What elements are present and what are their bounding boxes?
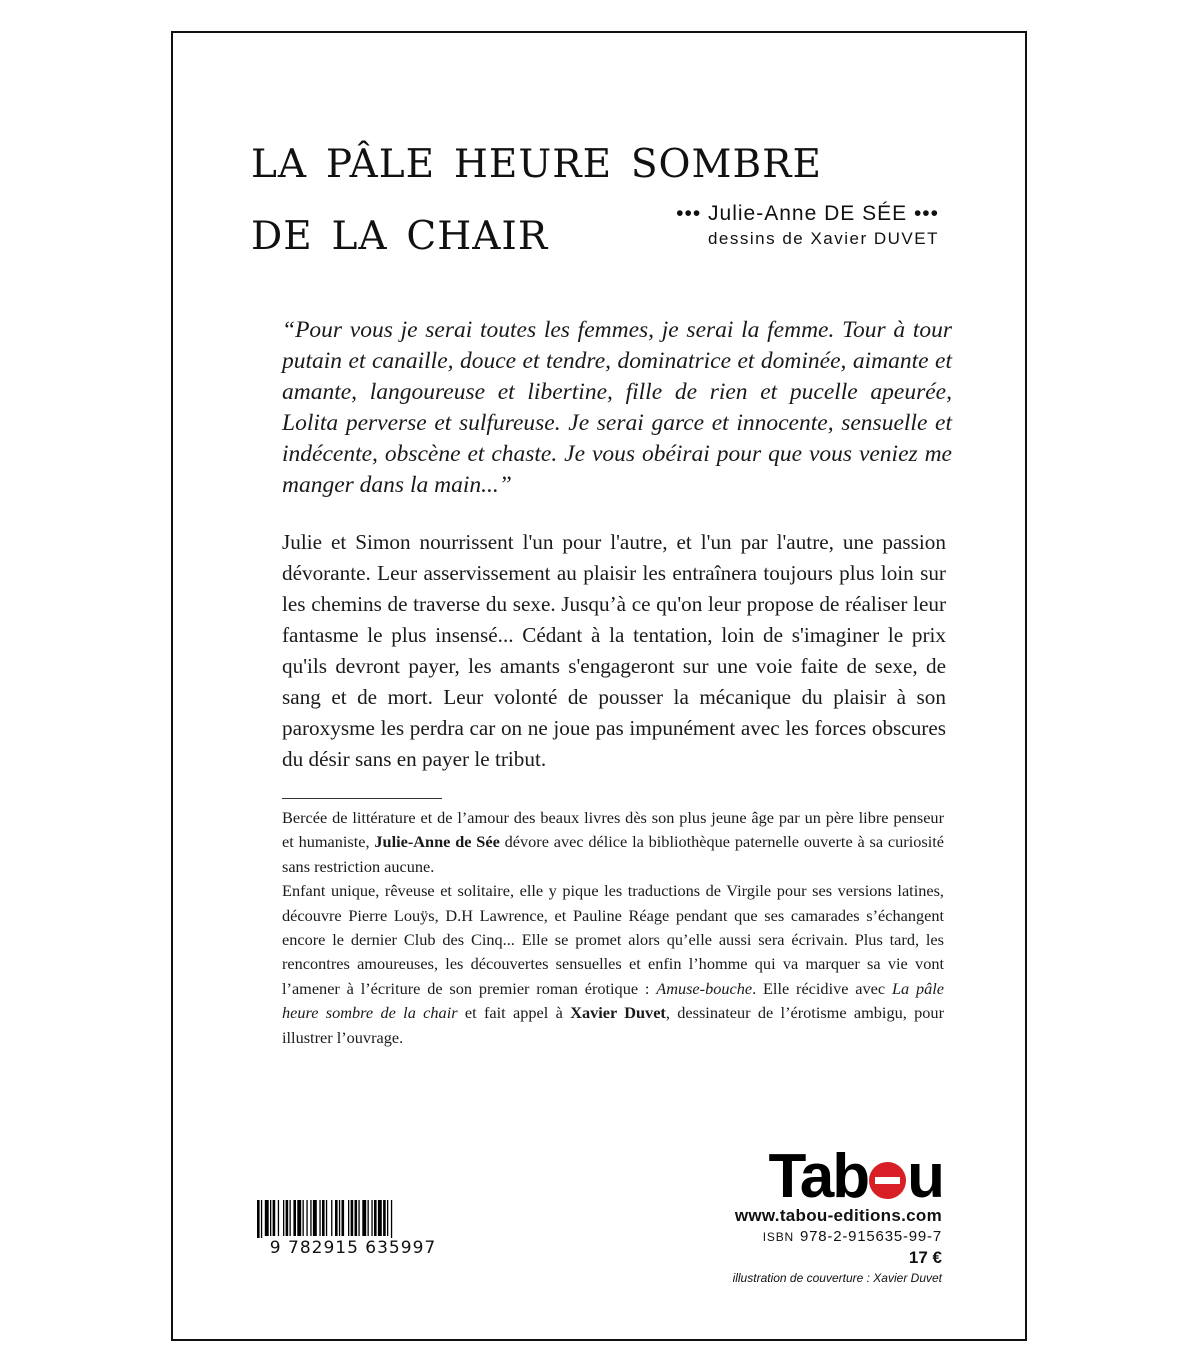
barcode-bar — [319, 1200, 320, 1236]
isbn-number: 978-2-915635-99-7 — [799, 1228, 942, 1245]
bio-illustrator-name: Xavier Duvet — [570, 1003, 666, 1023]
isbn — [733, 1227, 942, 1247]
barcode-bar — [371, 1200, 372, 1236]
barcode-bar — [351, 1200, 354, 1236]
cover-illustration-credit: illustration de couverture : Xavier Duvet — [732, 1271, 942, 1285]
barcode-bar — [355, 1200, 358, 1236]
barcode-bar — [378, 1200, 382, 1236]
book-title-line-1: la pâle heure sombre — [251, 126, 822, 191]
barcode-bar — [391, 1200, 392, 1238]
barcode-bar — [293, 1200, 296, 1236]
barcode-bar — [335, 1200, 338, 1236]
barcode-bar — [322, 1200, 325, 1236]
logo-text: Tab — [768, 1142, 869, 1211]
publisher-logo — [739, 1142, 943, 1211]
barcode-bar — [383, 1200, 386, 1236]
price: 17 € — [908, 1248, 942, 1267]
barcode-bar — [303, 1200, 304, 1236]
isbn-label: ISBN — [762, 1230, 794, 1244]
bio-text: Bercée de littérature et de l’amour des beaux livres dès son plus jeune âge par un père libre penseur et humaniste, — [282, 808, 944, 852]
barcode-bar — [331, 1200, 332, 1236]
barcode-bar — [278, 1200, 279, 1236]
barcode-bar — [257, 1200, 260, 1238]
barcode-bar — [297, 1200, 301, 1236]
book-title-line-2: de la chair — [251, 198, 549, 263]
barcode-bar — [273, 1200, 276, 1236]
barcode-bar — [306, 1200, 307, 1236]
barcode-bar — [339, 1200, 340, 1236]
barcode-bar — [362, 1200, 366, 1236]
publisher-website: www.tabou-editions.com — [734, 1206, 942, 1225]
divider — [282, 798, 442, 799]
author-biography — [282, 806, 944, 1050]
barcode-bar — [374, 1200, 377, 1236]
bio-paragraph-1 — [282, 806, 944, 879]
bio-text: et fait appel à — [457, 1003, 571, 1023]
barcode-bar — [286, 1200, 289, 1236]
barcode-bar — [310, 1200, 311, 1236]
bio-text: Enfant unique, rêveuse et solitaire, elle y pique les traductions de Virgile pour ses versions latines, découvre Pierre Louÿs, D.H Lawrence, et Pauline Réage pendant que ses camarades s’échangent encore le dernier Club des Cinq... Elle se promet alors qu’elle aussi sera écrivain. Plus tard, les rencontres amoureuses, les découvertes sensuelles et enfin l’homme qui va marquer sa vie vont l’amener à l’écriture de son premier roman érotique : — [282, 881, 944, 998]
barcode-bar — [348, 1200, 349, 1236]
excerpt-quote: “Pour vous je serai toutes les femmes, je serai la femme. Tour à tour putain et canaille, douce et tendre, dominatrice et dominée, aimante et amante, langoureuse et libertine, fille de rien et pucelle apeurée, Lolita perverse et sulfureuse. Je serai garce et innocente, sensuelle et indécente, obscène et chaste. Je vous obéirai pour que vous veniez me manger dans la main...” — [282, 317, 952, 498]
bio-text: , dessinateur de l’érotisme ambigu, pour illustrer l’ouvrage. — [282, 1003, 944, 1047]
logo-text: u — [907, 1142, 943, 1211]
barcode-number: 9 782915 635997 — [269, 1238, 437, 1258]
barcode-bar — [313, 1200, 317, 1236]
barcode-bar — [283, 1200, 284, 1236]
barcode-bar — [358, 1200, 359, 1236]
barcode-bar — [387, 1200, 388, 1236]
bio-text: . Elle récidive avec — [752, 978, 892, 998]
author-block — [639, 201, 939, 251]
publisher-info — [733, 1205, 942, 1287]
bio-author-name: Julie-Anne de Sée — [374, 832, 500, 852]
back-cover — [171, 31, 1027, 1341]
no-entry-icon — [869, 1162, 906, 1199]
bio-book-title: La pâle heure sombre de la chair — [282, 978, 944, 1023]
bio-paragraph-2 — [282, 879, 944, 1050]
bio-book-title: Amuse-bouche — [656, 978, 753, 998]
illustrator-credit: dessins de Xavier DUVET — [707, 229, 939, 248]
barcode-bar — [290, 1200, 291, 1236]
barcode-bar — [261, 1200, 262, 1238]
barcode-bar — [265, 1200, 269, 1236]
author-name: ••• Julie-Anne DE SÉE ••• — [676, 202, 939, 225]
barcode-bar — [326, 1200, 327, 1236]
bio-text: dévore avec délice la bibliothèque paternelle ouverte à sa curiosité sans restriction aucune. — [282, 832, 944, 876]
barcode-bar — [342, 1200, 345, 1236]
synopsis: Julie et Simon nourrissent l'un pour l'autre, et l'un par l'autre, une passion dévorante. Leur asservissement au plaisir les entraînera toujours plus loin sur les chemins de traverse du sexe. Jusqu’à ce qu'on leur propose de réaliser leur fantasme le plus insensé... Cédant à la tentation, loin de s'imaginer le prix qu'ils devront payer, les amants s'engageront sur une voie faite de sexe, de sang et de mort. Leur volonté de pousser la mécanique du plaisir à son paroxysme les perdra car on ne joue pas impunément avec les forces obscures du désir sans en payer le tribut. — [282, 530, 946, 771]
barcode-bar — [270, 1200, 271, 1236]
barcode-bar — [368, 1200, 369, 1236]
